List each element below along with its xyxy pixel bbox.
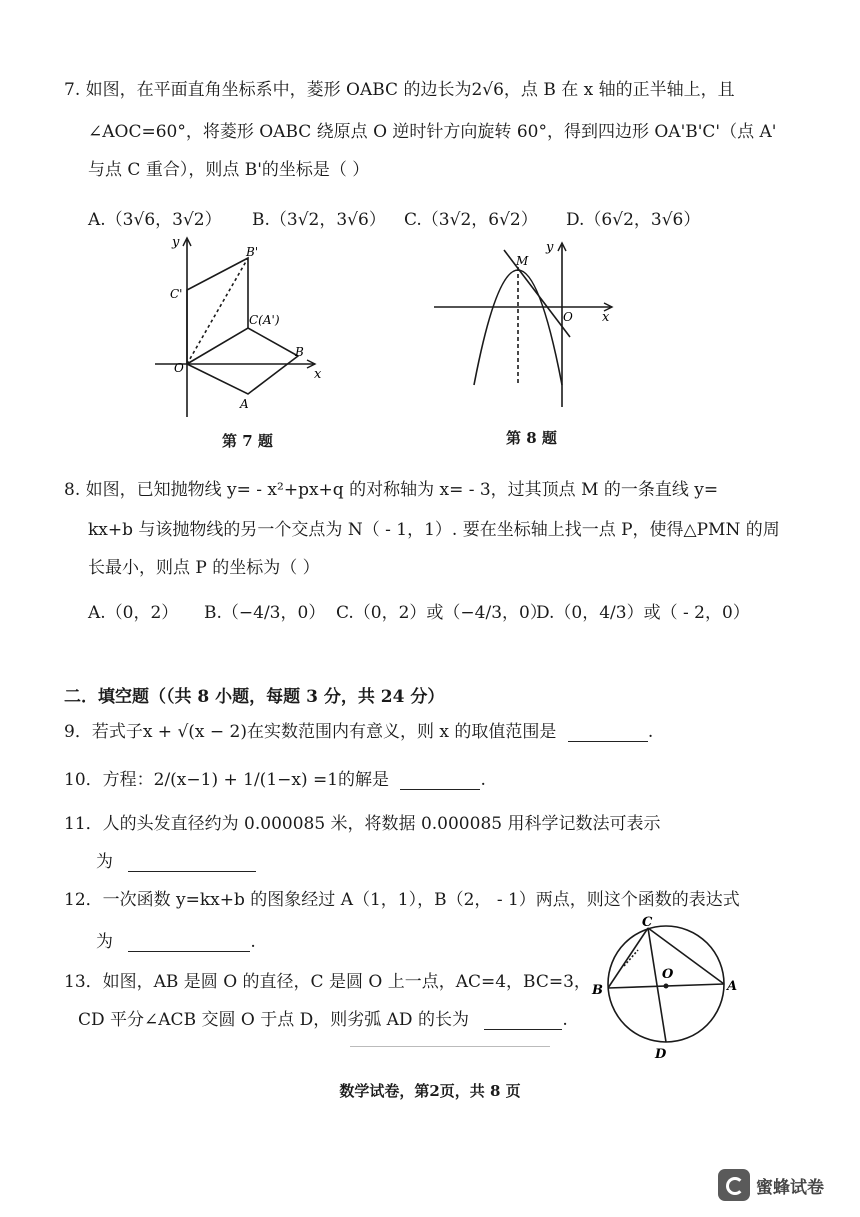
fig13-label-o: O — [662, 967, 674, 982]
q7-option-a: A.（3√6，3√2） — [88, 210, 222, 230]
fig7-caption: 第 7 题 — [222, 432, 273, 450]
q7-option-c: C.（3√2，6√2） — [404, 210, 538, 230]
fig13-chord-cd — [648, 928, 666, 1042]
section-2-title: 二．填空题（（共 8 小题，每题 3 分，共 24 分） — [64, 687, 445, 707]
fig8-caption: 第 8 题 — [506, 429, 557, 447]
fig13-label-b: B — [592, 983, 603, 998]
fig7-label-o: O — [174, 361, 184, 375]
q11-answer-blank[interactable] — [128, 855, 256, 872]
fig8-label-o: O — [563, 310, 573, 324]
q10-text: 10．方程：2/(x−1) + 1/(1−x) =1的解是 — [64, 770, 390, 790]
q11-line2: 为 — [96, 852, 113, 872]
fig8-label-x: x — [602, 310, 610, 325]
fig13-label-d: D — [655, 1047, 667, 1062]
q8-option-a: A.（0，2） — [88, 603, 179, 623]
q8-line3: 长最小，则点 P 的坐标为（ ） — [88, 558, 320, 578]
q11-line1: 11．人的头发直径约为 0.000085 米，将数据 0.000085 用科学记数法可表示 — [64, 814, 661, 834]
fig7-label-c: C(A') — [249, 313, 280, 327]
watermark-text: 蜜蜂试卷 — [756, 1177, 824, 1198]
q7-line2: ∠AOC=60°，将菱形 OABC 绕原点 O 逆时针方向旋转 60°，得到四边形 OA'B'C'（点 A' — [88, 122, 777, 142]
q12-answer-blank[interactable] — [128, 935, 250, 952]
q12-end: . — [250, 932, 256, 952]
q11-line2-wrap — [96, 852, 256, 872]
q10 — [64, 770, 486, 790]
fig7-label-b: B — [295, 345, 304, 359]
q12-line2-wrap — [96, 932, 256, 952]
page-footer: 数学试卷，第2页，共 8 页 — [339, 1082, 521, 1100]
q7-option-d: D.（6√2，3√6） — [566, 210, 701, 230]
q13-line2-wrap — [78, 1010, 568, 1030]
fig8-label-y: y — [546, 240, 554, 255]
q7-line1: 7. 如图，在平面直角坐标系中，菱形 OABC 的边长为2√6，点 B 在 x 轴的正半轴上，且 — [64, 80, 735, 100]
q7-option-b: B.（3√2，3√6） — [252, 210, 386, 230]
q9 — [64, 722, 653, 742]
fig7-label-bp: B' — [246, 245, 259, 259]
watermark — [718, 1168, 824, 1202]
fig13-label-c: C — [642, 915, 653, 930]
scan-artifact — [350, 1046, 550, 1047]
fig7-label-cp: C' — [170, 287, 183, 301]
q7-line3: 与点 C 重合），则点 B'的坐标是（ ） — [88, 160, 370, 180]
fig13-center-dot — [664, 984, 669, 989]
fig13-chord-ac — [648, 928, 724, 984]
q8-option-d: D.（0，4/3）或（ - 2，0） — [536, 603, 750, 623]
watermark-logo-icon — [718, 1169, 750, 1201]
q9-end: . — [647, 722, 654, 742]
q13-line1: 13．如图，AB 是圆 O 的直径，C 是圆 O 上一点，AC=4，BC=3， — [64, 972, 591, 992]
q12-line2: 为 — [96, 932, 113, 952]
figure-13 — [588, 910, 748, 1062]
q8-option-b: B.（−4/3，0） — [204, 603, 326, 623]
fig8-line-mn — [504, 250, 570, 337]
q10-answer-blank[interactable] — [400, 773, 480, 790]
q9-answer-blank[interactable] — [568, 725, 648, 742]
figure-8 — [430, 235, 620, 415]
q13-answer-blank[interactable] — [484, 1013, 562, 1030]
q8-line1: 8. 如图，已知抛物线 y= - x²+px+q 的对称轴为 x= - 3，过其顶点 M 的一条直线 y= — [64, 480, 719, 500]
q8-line2: kx+b 与该抛物线的另一个交点为 N（ - 1，1）. 要在坐标轴上找一点 P，使得△PMN 的周 — [88, 520, 780, 540]
fig7-label-x: x — [314, 367, 322, 382]
fig7-label-y: y — [172, 235, 180, 250]
q13-line2: CD 平分∠ACB 交圆 O 于点 D，则劣弧 AD 的长为 — [78, 1010, 469, 1030]
fig7-label-a: A — [240, 397, 249, 411]
q10-end: . — [480, 770, 486, 790]
q12-line1: 12．一次函数 y=kx+b 的图象经过 A（1，1），B（2， - 1）两点，则这个函数的表达式 — [64, 890, 740, 910]
q13-end: . — [562, 1010, 568, 1030]
fig8-label-m: M — [516, 254, 529, 268]
figure-7 — [150, 232, 340, 422]
fig13-label-a: A — [727, 979, 738, 994]
fig7-rhombus — [187, 328, 298, 394]
q9-text: 9．若式子x + √(x − 2)在实数范围内有意义，则 x 的取值范围是 — [64, 722, 557, 742]
q8-option-c: C.（0，2）或（−4/3，0） — [336, 603, 547, 623]
